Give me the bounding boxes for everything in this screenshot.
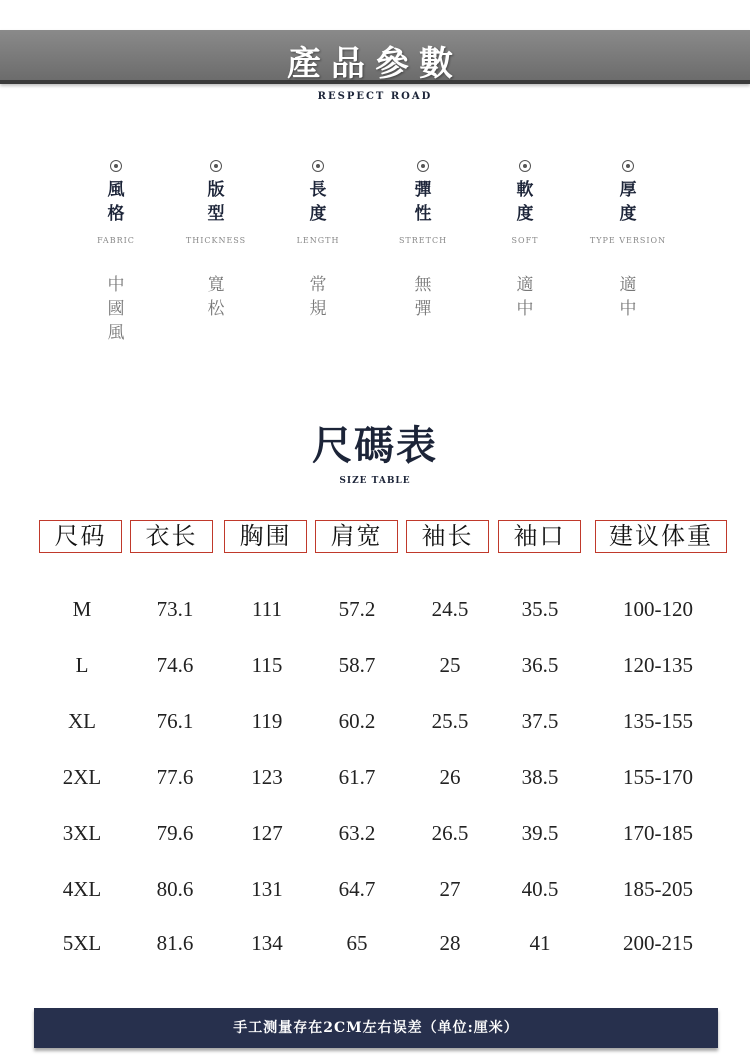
table-cell: 111 (252, 597, 282, 621)
table-cell: 64.7 (338, 877, 376, 901)
column-header-cuff: 袖口 (498, 520, 581, 553)
table-cell: 73.1 (156, 597, 194, 621)
bullet-icon (312, 160, 324, 172)
attribute-en-label: SOFT (511, 236, 539, 245)
column-header-size: 尺码 (39, 520, 122, 553)
table-cell: 60.2 (338, 709, 376, 733)
table-cell: 24.5 (431, 597, 469, 621)
attribute-name: 厚度 (619, 180, 637, 224)
attribute-name: 軟度 (516, 180, 534, 224)
page-title: 產品參數 (287, 44, 463, 84)
table-cell: 120-135 (623, 653, 693, 677)
bullet-icon (622, 160, 634, 172)
table-cell: XL (68, 709, 96, 733)
table-cell: 63.2 (338, 821, 376, 845)
table-cell: 170-185 (623, 821, 693, 845)
table-cell: L (75, 653, 89, 677)
attribute-value: 無彈 (414, 275, 432, 319)
table-cell: 115 (251, 653, 283, 677)
table-cell: 28 (439, 931, 461, 955)
table-cell: 135-155 (623, 709, 693, 733)
table-cell: 127 (251, 821, 283, 845)
column-header-sleeve-length: 袖长 (406, 520, 489, 553)
table-cell: 100-120 (623, 597, 693, 621)
table-cell: 25.5 (431, 709, 469, 733)
table-cell: 27 (439, 877, 461, 901)
table-cell: 123 (251, 765, 283, 789)
table-cell: 35.5 (521, 597, 559, 621)
attribute-fabric (76, 160, 156, 345)
attribute-en-label: STRETCH (398, 236, 448, 245)
column-header-shoulder: 肩宽 (315, 520, 398, 553)
size-table-subtitle: SIZE TABLE (339, 476, 411, 486)
table-cell: 4XL (62, 877, 102, 901)
table-cell: 25 (439, 653, 461, 677)
table-cell: 37.5 (521, 709, 559, 733)
attribute-en-label: THICKNESS (185, 236, 247, 245)
table-cell: 5XL (62, 931, 102, 955)
attribute-value: 適中 (516, 275, 534, 319)
table-cell: 134 (251, 931, 283, 955)
bullet-icon (519, 160, 531, 172)
table-cell: 200-215 (623, 931, 693, 955)
attribute-name: 版型 (207, 180, 225, 224)
table-cell: 2XL (62, 765, 102, 789)
table-cell: 3XL (62, 821, 102, 845)
table-cell: 61.7 (338, 765, 376, 789)
measurement-note: 手工测量存在2CM左右误差（单位:厘米） (34, 1008, 718, 1048)
table-cell: 65 (346, 931, 368, 955)
table-cell: 38.5 (521, 765, 559, 789)
attribute-value: 適中 (619, 275, 637, 319)
table-cell: 41 (529, 931, 551, 955)
table-cell: 26 (439, 765, 461, 789)
attribute-length (278, 160, 358, 321)
table-cell: 40.5 (521, 877, 559, 901)
bullet-icon (110, 160, 122, 172)
table-cell: 155-170 (623, 765, 693, 789)
bullet-icon (417, 160, 429, 172)
size-table-title: 尺碼表 (312, 422, 438, 469)
attribute-value: 常規 (309, 275, 327, 319)
attribute-name: 風格 (107, 180, 125, 224)
attribute-name: 彈性 (414, 180, 432, 224)
attribute-value: 寬松 (207, 275, 225, 319)
column-header-weight: 建议体重 (595, 520, 727, 553)
table-cell: M (72, 597, 92, 621)
attribute-type-version (588, 160, 668, 321)
table-cell: 36.5 (521, 653, 559, 677)
table-cell: 185-205 (623, 877, 693, 901)
table-cell: 74.6 (156, 653, 194, 677)
table-cell: 81.6 (156, 931, 194, 955)
attribute-value: 中國風 (107, 275, 125, 343)
column-header-chest: 胸围 (224, 520, 307, 553)
attribute-en-label: FABRIC (97, 236, 135, 245)
column-header-length: 衣长 (130, 520, 213, 553)
table-cell: 131 (251, 877, 283, 901)
attribute-en-label: LENGTH (296, 236, 340, 245)
table-cell: 76.1 (156, 709, 194, 733)
bullet-icon (210, 160, 222, 172)
attribute-en-label: TYPE VERSION (589, 236, 667, 245)
table-cell: 57.2 (338, 597, 376, 621)
table-cell: 80.6 (156, 877, 194, 901)
attribute-soft (485, 160, 565, 321)
table-cell: 26.5 (431, 821, 469, 845)
attribute-stretch (383, 160, 463, 321)
table-cell: 79.6 (156, 821, 194, 845)
table-cell: 119 (251, 709, 283, 733)
page-subtitle: RESPECT ROAD (317, 91, 433, 102)
table-cell: 39.5 (521, 821, 559, 845)
attribute-name: 長度 (309, 180, 327, 224)
table-cell: 77.6 (156, 765, 194, 789)
attribute-thickness (176, 160, 256, 321)
table-cell: 58.7 (338, 653, 376, 677)
